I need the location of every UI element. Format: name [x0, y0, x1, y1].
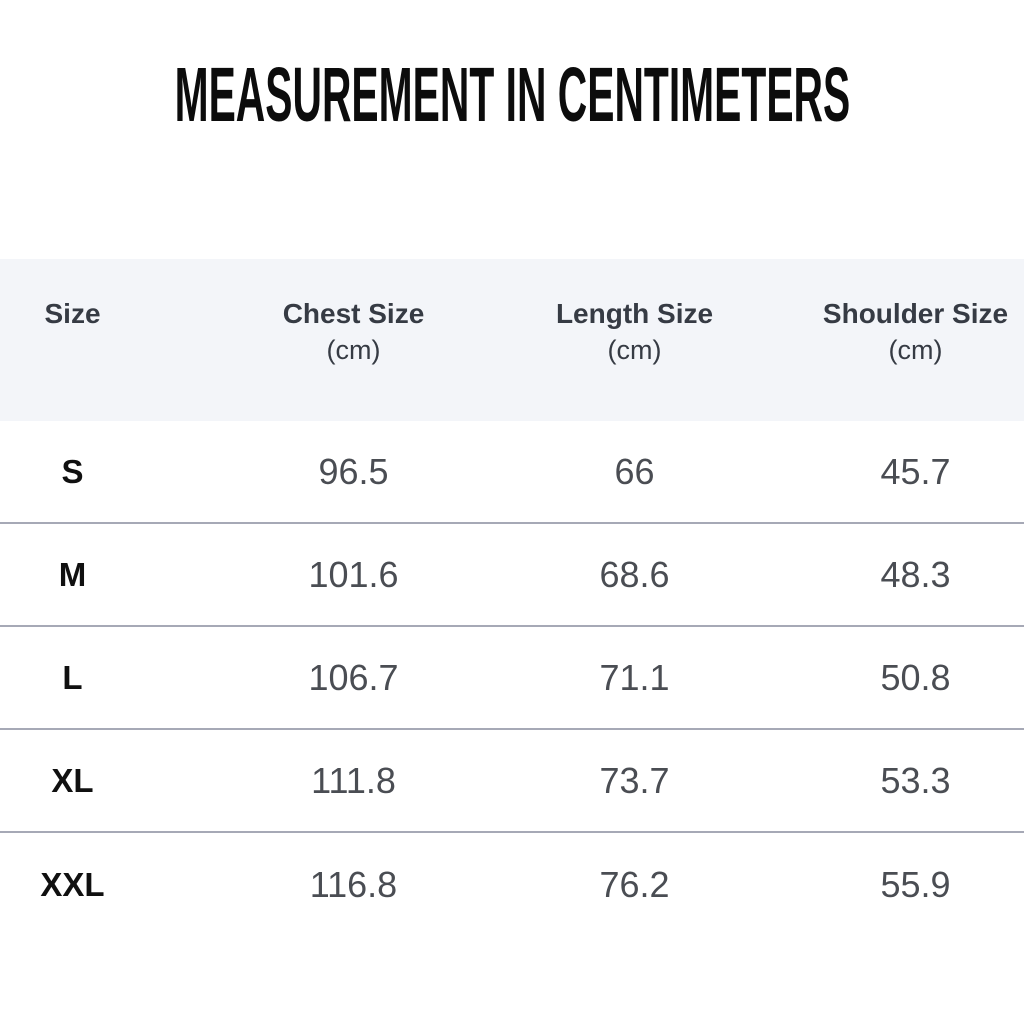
chest-value: 106.7 — [308, 656, 399, 698]
shoulder-value: 48.3 — [880, 553, 951, 595]
size-chart-table — [0, 259, 1024, 936]
length-value: 73.7 — [599, 759, 670, 801]
length-value: 76.2 — [599, 863, 670, 905]
shoulder-value: 50.8 — [880, 656, 951, 698]
shoulder-value: 53.3 — [880, 759, 951, 801]
table-row — [0, 421, 1024, 524]
column-unit-shoulder: (cm) — [888, 335, 943, 365]
table-row — [0, 833, 1024, 936]
length-value: 71.1 — [599, 656, 670, 698]
chest-value: 116.8 — [309, 863, 398, 905]
header-cell-length — [494, 259, 775, 421]
column-unit-length: (cm) — [607, 335, 662, 365]
length-value: 66 — [614, 450, 655, 492]
header-cell-shoulder — [775, 259, 1024, 421]
size-label: XXL — [40, 865, 105, 903]
column-label-length: Length Size — [555, 298, 714, 329]
size-label: XL — [51, 761, 94, 799]
header-cell-chest — [213, 259, 494, 421]
column-label-chest: Chest Size — [282, 298, 425, 329]
length-value: 68.6 — [599, 553, 670, 595]
header-cell-size — [0, 259, 213, 421]
table-row — [0, 524, 1024, 627]
chest-value: 96.5 — [318, 450, 389, 492]
size-chart-area — [0, 259, 1024, 936]
shoulder-value: 45.7 — [880, 450, 951, 492]
chest-value: 101.6 — [308, 553, 399, 595]
chest-value: 111.8 — [311, 759, 396, 801]
column-unit-chest: (cm) — [326, 335, 381, 365]
table-row — [0, 730, 1024, 833]
column-label-size: Size — [44, 298, 101, 329]
page-title: MEASUREMENT IN CENTIMETERS — [174, 51, 850, 138]
size-label: M — [58, 555, 87, 593]
shoulder-value: 55.9 — [880, 863, 951, 905]
size-label: S — [61, 452, 84, 490]
column-label-shoulder: Shoulder Size — [822, 298, 1009, 329]
table-row — [0, 627, 1024, 730]
title-bar — [0, 52, 1024, 138]
size-label: L — [62, 658, 83, 696]
table-header-row — [0, 259, 1024, 421]
